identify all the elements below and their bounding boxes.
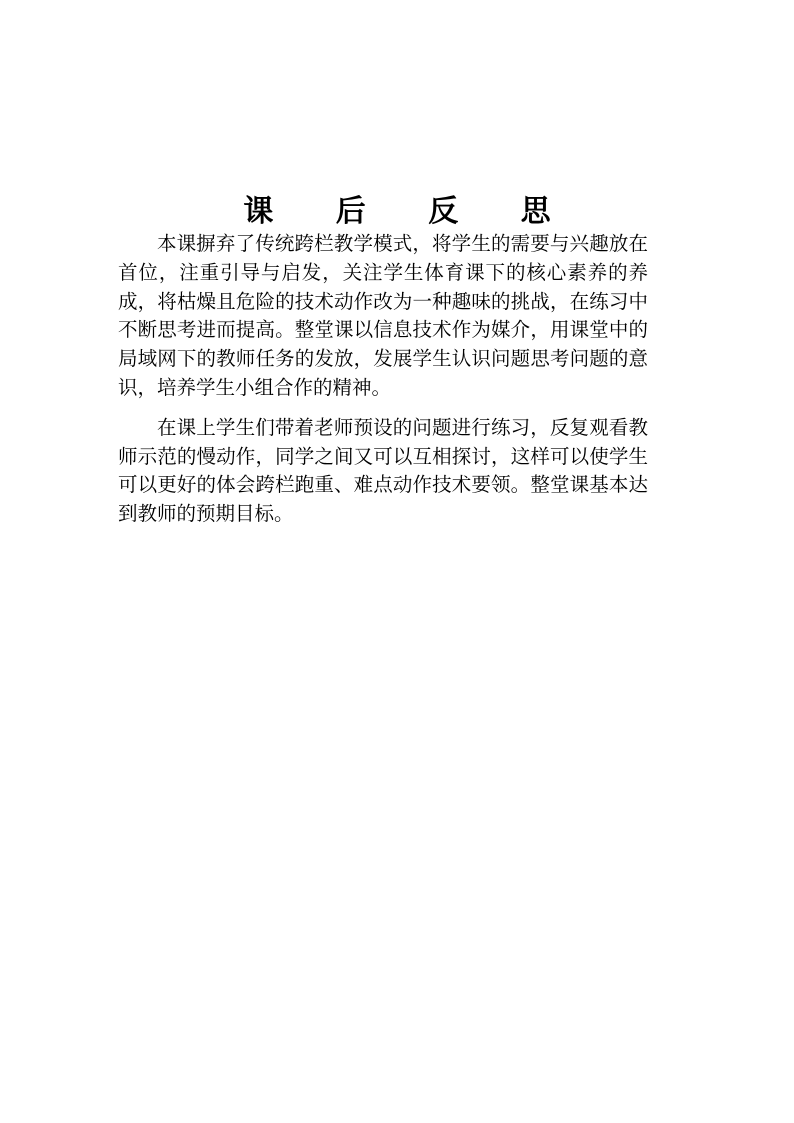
page-title: 课 后 反 思 xyxy=(243,194,577,230)
paragraph-2: 在课上学生们带着老师预设的问题进行练习，反复观看教师示范的慢动作，同学之间又可以互相探讨，这样可以使学生可以更好的体会跨栏跑重、难点动作技术要领。整堂课基本达到教师的预期目标。 xyxy=(118,415,648,526)
document-body xyxy=(118,230,648,540)
paragraph-1: 本课摒弃了传统跨栏教学模式，将学生的需要与兴趣放在首位，注重引导与启发，关注学生体育课下的核心素养的养成，将枯燥且危险的技术动作改为一种趣味的挑战，在练习中不断思考进而提高。整堂课以信息技术作为媒介，用课堂中的局域网下的教师任务的发放，发展学生认识问题思考问题的意识，培养学生小组合作的精神。 xyxy=(118,232,648,399)
